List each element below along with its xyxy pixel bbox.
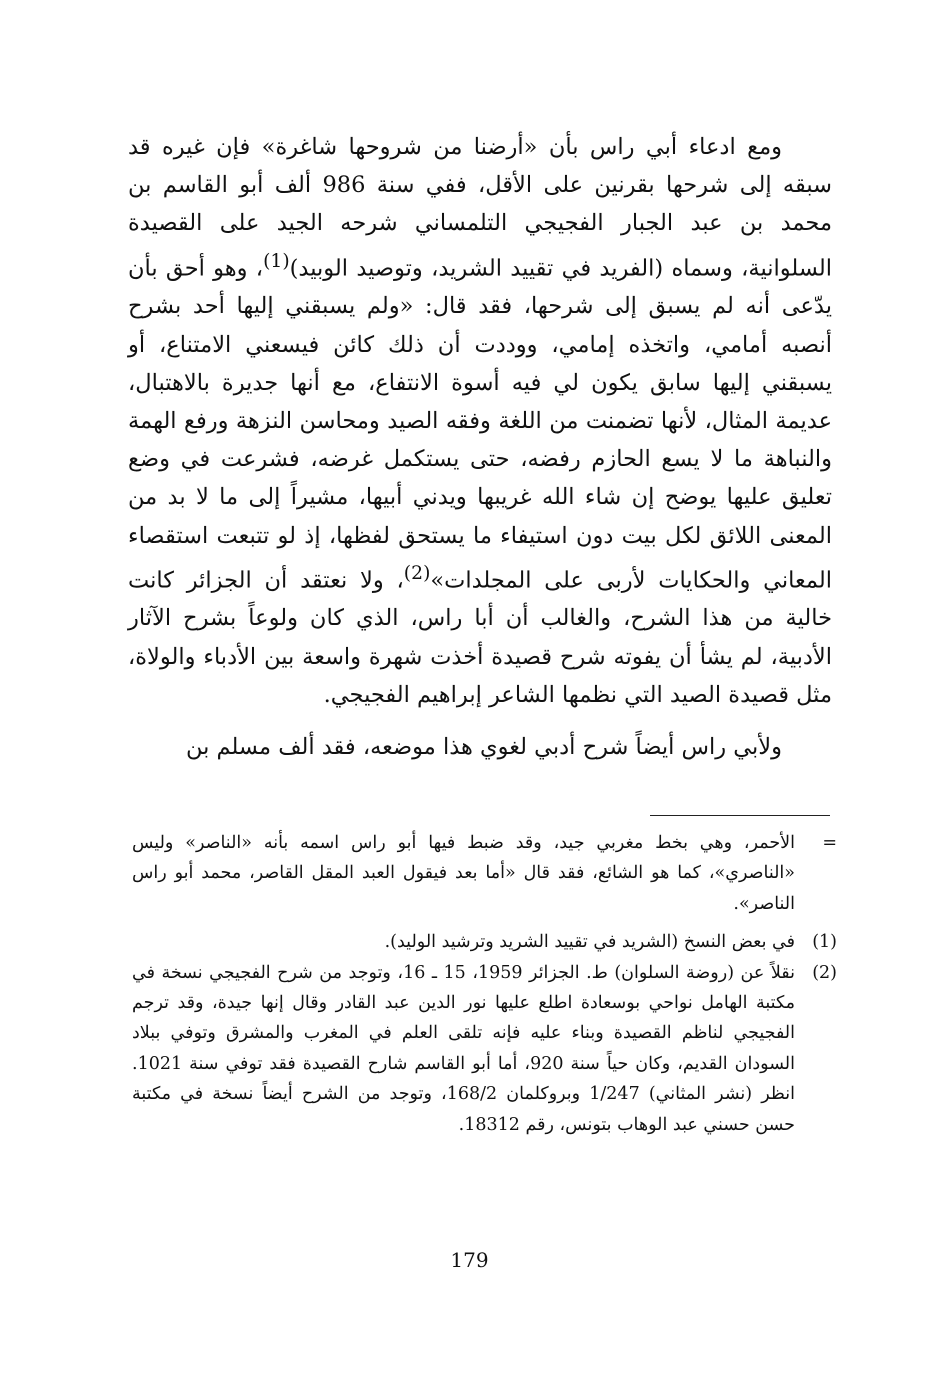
paragraph-1-continuation: ، وهو أحق بأن يدّعى أنه لم يسبق إلى شرحها، فقد قال: «ولم يسبقني إليها أحد بشرح أنصبه أمامي، واتخذه إمامي، ووددت أن ذلك كائن فيسعني الامتناع، أو يسبقني إليها سابق يكون لي فيه أسوة الانتفاع، مع أنها جديرة بالاهتبال، عديمة المثال، لأنها تضمنت من اللغة وفقه الصيد ومحاسن النزهة ورفع الهمة والنباهة ما لا يسع الحازم رفضه، حتى يستكمل غرضه، فشرعت في وضع تعليق عليها يوضح إن شاء الله غريبها ويدني أبيها، مشيراً إلى ما لا بد من المعنى اللائق لكل بيت دون استيفاء ما يستحق لفظها، إذ لو تتبعت استقصاء المعاني والحكايات لأربى على المجلدات» (128, 255, 832, 594)
footnote-1 (132, 927, 837, 957)
footnote-2-marker: (2) (812, 962, 837, 983)
paragraph-1-text: ومع ادعاء أبي راس بأن «أرضنا من شروحها شاغرة» فإن غيره قد سبقه إلى شرحها بقرنين على الأقل، ففي سنة 986 ألف أبو القاسم بن محمد بن عبد الجبار الفجيجي التلمساني شرحه الجيد على القصيدة السلوانية، وسماه (الفريد في تقييد الشريد، وتوصيد الوبيد) (128, 134, 832, 282)
footnote-continued (132, 828, 837, 919)
body-paragraph-1 (128, 128, 832, 714)
footnote-2 (132, 958, 837, 1140)
continuation-marker: = (822, 833, 837, 853)
footnote-1-text: في بعض النسخ (الشريد في تقييد الشريد وترشيد الوليد). (384, 932, 795, 953)
main-text (128, 128, 832, 766)
footnote-ref-2: (2) (403, 562, 431, 584)
footnote-continued-text: الأحمر، وهي بخط مغربي جيد، وقد ضبط فيها أبو راس اسمه بأنه «الناصر» وليس «الناصري»، كما هو الشائع، فقد قال «أما بعد فيقول العبد المقل القاصر، محمد أبو راس الناصر». (132, 833, 795, 914)
paragraph-1-end: ، ولا نعتقد أن الجزائر كانت خالية من هذا الشرح، والغالب أن أبا راس، الذي كان ولوعاً بشرح الآثار الأدبية، لم يشأ أن يفوته شرح قصيدة أخذت شهرة واسعة بين الأدباء والولاة، مثل قصيدة الصيد التي نظمها الشاعر إبراهيم الفجيجي. (128, 567, 832, 708)
footnotes (132, 828, 837, 1140)
footnote-ref-1: (1) (263, 250, 290, 272)
page-number: 179 (450, 1248, 489, 1272)
footnote-separator (650, 815, 830, 816)
body-paragraph-2: ولأبي راس أيضاً شرح أدبي لغوي هذا موضعه، فقد ألف مسلم بن (185, 734, 782, 761)
footnote-2-text: نقلاً عن (روضة السلوان) ط. الجزائر 1959، 15 ـ 16، وتوجد من شرح الفجيجي نسخة في مكتبة الهامل نواحي بوسعادة اطلع عليها نور الدين عبد القادر وقال إنها جيدة، وقد ترجم الفجيجي لناظم القصيدة وبناء عليه فإنه تلقى العلم في المغرب والمشرق وتوفي ببلاد السودان القديم، وكان حياً سنة 920، أما أبو القاسم شارح القصيدة فقد توفي سنة 1021. انظر (نشر المثاني) 1/247 وبروكلمان 168/2، وتوجد من الشرح أيضاً نسخة في مكتبة حسن حسني عبد الوهاب بتونس، رقم 18312. (132, 962, 796, 1135)
footnote-1-marker: (1) (812, 932, 837, 953)
